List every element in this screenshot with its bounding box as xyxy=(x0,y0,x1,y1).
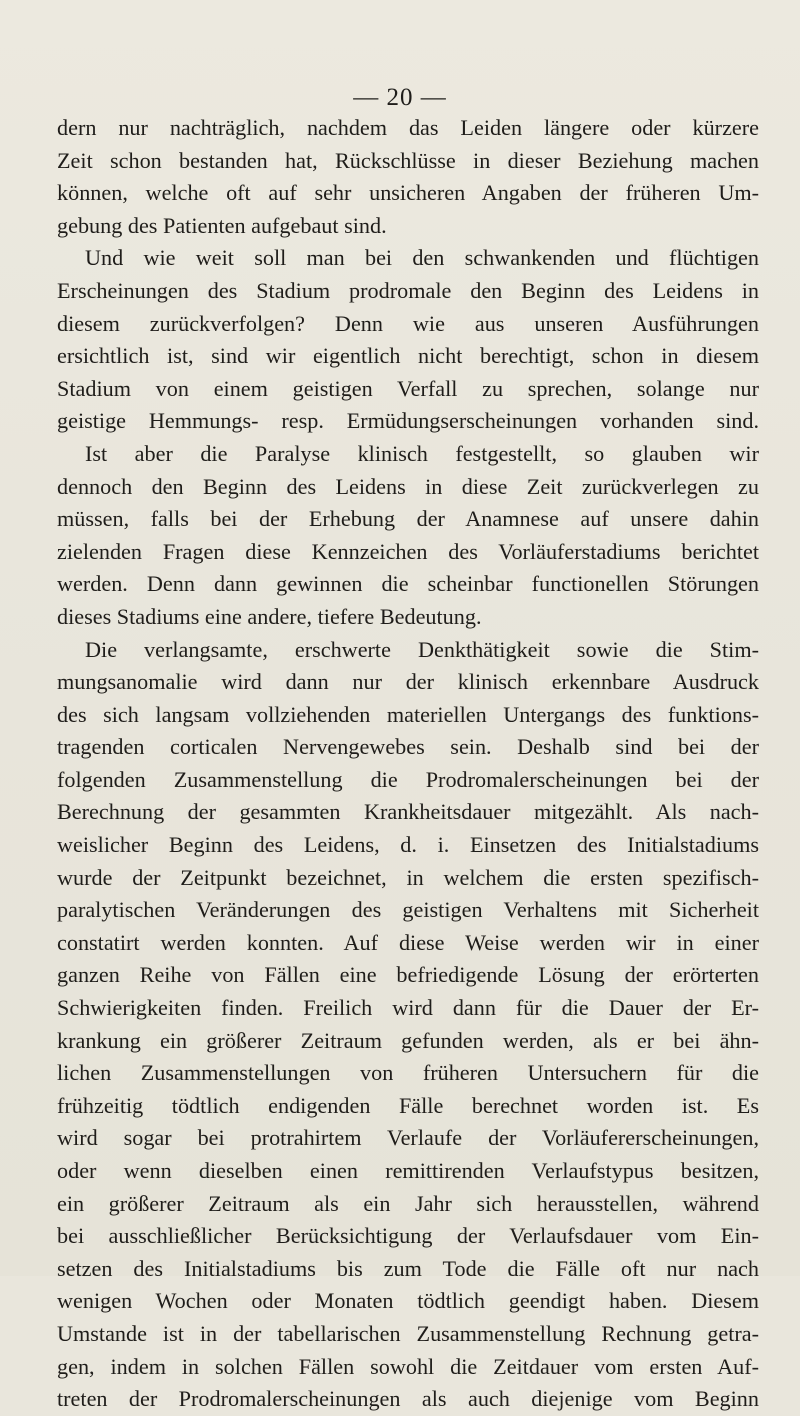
text-line: wenigen Wochen oder Monaten tödtlich geendigt haben. Diesem xyxy=(57,1288,759,1314)
body-text xyxy=(57,112,759,1416)
text-line: diesem zurückverfolgen? Denn wie aus unseren Ausführungen xyxy=(57,310,759,336)
text-line: Schwierigkeiten finden. Freilich wird dann für die Dauer der Er- xyxy=(57,995,759,1021)
text-line: setzen des Initialstadiums bis zum Tode die Fälle oft nur nach xyxy=(57,1255,759,1281)
text-line: Zeit schon bestanden hat, Rückschlüsse in dieser Beziehung machen xyxy=(57,147,759,173)
text-line: treten der Prodromalerscheinungen als auch diejenige vom Beginn xyxy=(57,1386,759,1412)
text-line: wurde der Zeitpunkt bezeichnet, in welchem die ersten spezifisch- xyxy=(57,864,759,890)
text-line: müssen, falls bei der Erhebung der Anamnese auf unsere dahin xyxy=(57,506,759,532)
text-line: Ist aber die Paralyse klinisch festgestellt, so glauben wir xyxy=(85,440,759,466)
text-line: wird sogar bei protrahirtem Verlaufe der Vorläufererscheinungen, xyxy=(57,1125,759,1151)
text-line: constatirt werden konnten. Auf diese Weise werden wir in einer xyxy=(57,929,759,955)
text-line: gebung des Patienten aufgebaut sind. xyxy=(57,212,387,238)
text-line: paralytischen Veränderungen des geistigen Verhaltens mit Sicherheit xyxy=(57,897,759,923)
text-line: werden. Denn dann gewinnen die scheinbar functionellen Störungen xyxy=(57,571,759,597)
text-line: Die verlangsamte, erschwerte Denkthätigkeit sowie die Stim- xyxy=(85,636,759,662)
text-line: Und wie weit soll man bei den schwankenden und flüchtigen xyxy=(85,245,759,271)
text-line: frühzeitig tödtlich endigenden Fälle berechnet worden ist. Es xyxy=(57,1092,759,1118)
text-line: Berechnung der gesammten Krankheitsdauer mitgezählt. Als nach- xyxy=(57,799,759,825)
text-line: Stadium von einem geistigen Verfall zu sprechen, solange nur xyxy=(57,375,759,401)
text-line: zielenden Fragen diese Kennzeichen des Vorläuferstadiums berichtet xyxy=(57,538,759,564)
text-line: ganzen Reihe von Fällen eine befriedigende Lösung der erörterten xyxy=(57,962,759,988)
text-line: geistige Hemmungs- resp. Ermüdungserscheinungen vorhanden sind. xyxy=(57,408,759,434)
text-line: krankung ein größerer Zeitraum gefunden werden, als er bei ähn- xyxy=(57,1027,759,1053)
text-line: ersichtlich ist, sind wir eigentlich nicht berechtigt, schon in diesem xyxy=(57,343,759,369)
text-line: mungsanomalie wird dann nur der klinisch erkennbare Ausdruck xyxy=(57,669,759,695)
text-line: ein größerer Zeitraum als ein Jahr sich herausstellen, während xyxy=(57,1190,759,1216)
text-line: weislicher Beginn des Leidens, d. i. Einsetzen des Initialstadiums xyxy=(57,832,759,858)
page-number: — 20 — xyxy=(353,84,447,111)
text-line: bei ausschließlicher Berücksichtigung der Verlaufsdauer vom Ein- xyxy=(57,1223,759,1249)
text-line: tragenden corticalen Nervengewebes sein. Deshalb sind bei der xyxy=(57,734,759,760)
text-line: oder wenn dieselben einen remittirenden Verlaufstypus besitzen, xyxy=(57,1158,759,1183)
text-line: Erscheinungen des Stadium prodromale den Beginn des Leidens in xyxy=(57,277,759,303)
text-line: dern nur nachträglich, nachdem das Leiden längere oder kürzere xyxy=(57,115,759,140)
text-line: des sich langsam vollziehenden materiellen Untergangs des funktions- xyxy=(57,701,759,727)
text-line: können, welche oft auf sehr unsicheren Angaben der früheren Um- xyxy=(57,180,759,206)
text-line: Umstande ist in der tabellarischen Zusammenstellung Rechnung getra- xyxy=(57,1320,759,1346)
text-line: gen, indem in solchen Fällen sowohl die Zeitdauer vom ersten Auf- xyxy=(57,1353,759,1379)
text-line: dieses Stadiums eine andere, tiefere Bedeutung. xyxy=(57,603,482,629)
text-line: lichen Zusammenstellungen von früheren Untersuchern für die xyxy=(57,1060,759,1086)
text-line: dennoch den Beginn des Leidens in diese Zeit zurückverlegen zu xyxy=(57,473,759,499)
text-line: folgenden Zusammenstellung die Prodromalerscheinungen bei der xyxy=(57,766,759,792)
